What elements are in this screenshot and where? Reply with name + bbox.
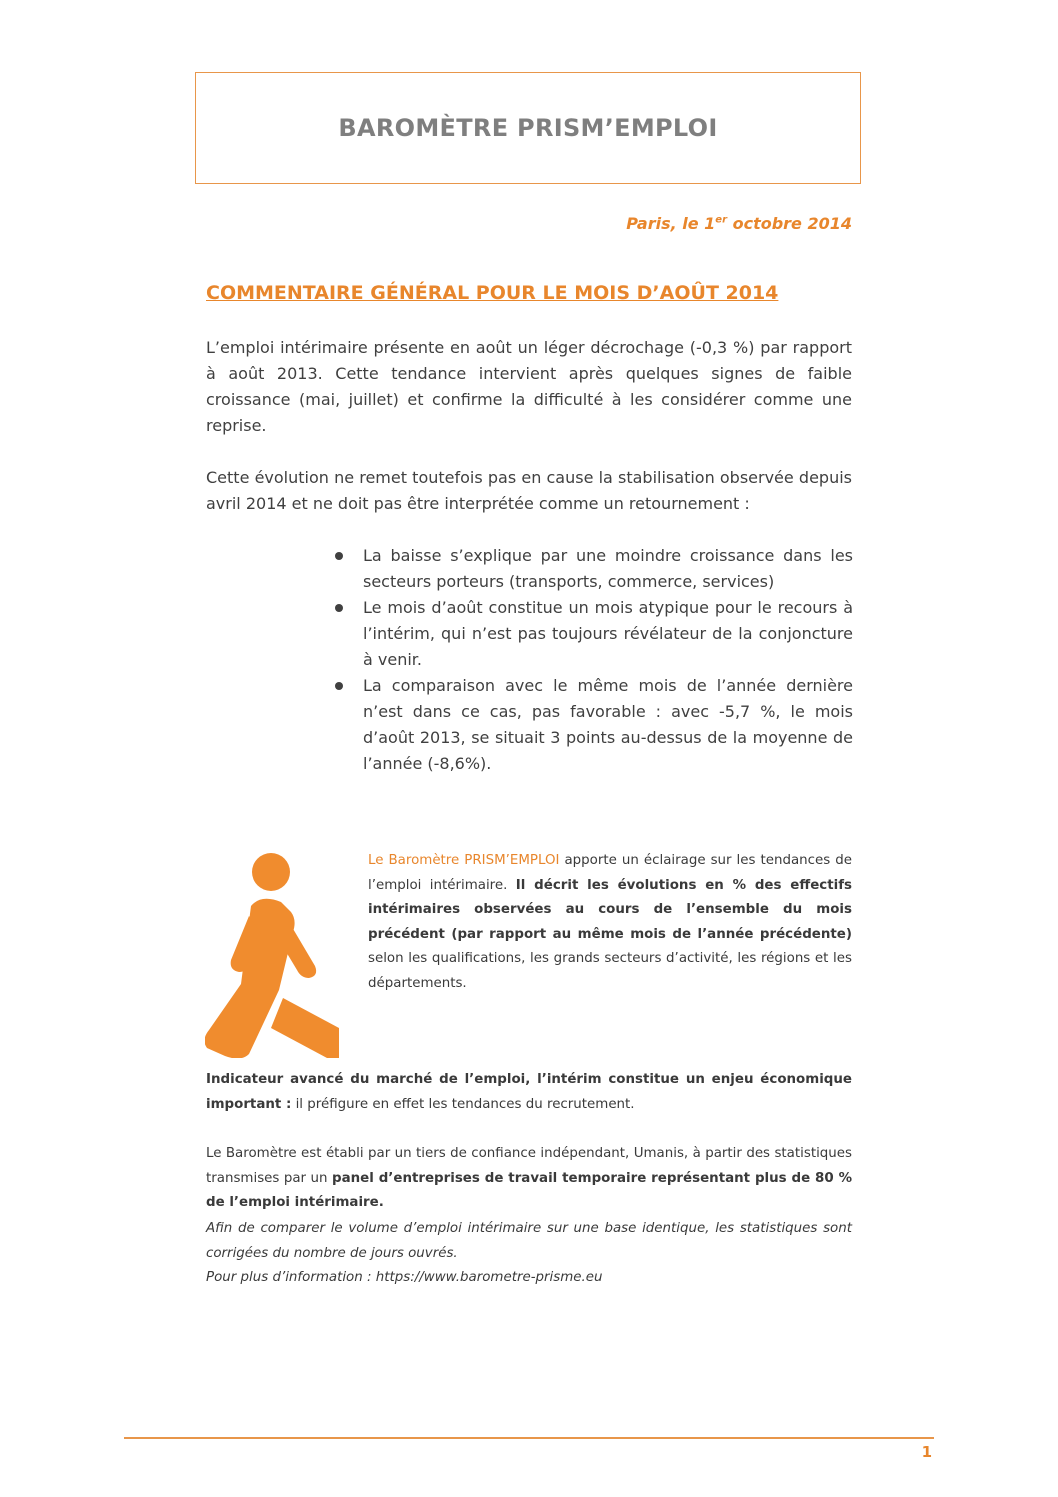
barometer-description — [368, 849, 852, 996]
footer-divider — [124, 1437, 934, 1439]
methodology-paragraph — [206, 1142, 852, 1216]
bullet-list — [325, 543, 853, 777]
title-box — [195, 72, 861, 184]
info-text-2: selon les qualifications, les grands secteurs d’activité, les régions et les départements. — [368, 951, 852, 991]
methodology-text: Le Baromètre est établi par un tiers de confiance indépendant, Umanis, à partir des statistiques transmises par un — [206, 1146, 852, 1186]
list-item-text: La baisse s’explique par une moindre croissance dans les secteurs porteurs (transports, commerce, services) — [363, 546, 853, 591]
dateline-superscript: er — [715, 214, 728, 226]
correction-note: Afin de comparer le volume d’emploi intérimaire sur une base identique, les statistiques sont corrigées du nombre de jours ouvrés. — [206, 1221, 852, 1261]
dateline — [500, 214, 852, 233]
walking-person-icon — [205, 848, 339, 1058]
list-item-text: Le mois d’août constitue un mois atypique pour le recours à l’intérim, qui n’est pas toujours révélateur de la conjoncture à venir. — [363, 598, 853, 669]
info-text-1: apporte un éclairage sur les tendances de l’emploi intérimaire. — [368, 853, 852, 893]
dateline-suffix: octobre 2014 — [727, 214, 852, 233]
list-item-text: La comparaison avec le même mois de l’année dernière n’est dans ce cas, pas favorable : avec -5,7 %, le mois d’août 2013, se situait 3 points au-dessus de la moyenne de l’année (-8,6%). — [363, 676, 853, 773]
bullet-icon — [335, 552, 343, 560]
list-item — [325, 595, 853, 673]
indicator-paragraph — [206, 1068, 852, 1117]
paragraph-intro: L’emploi intérimaire présente en août un léger décrochage (-0,3 %) par rapport à août 2013. Cette tendance intervient après quelques signes de faible croissance (mai, juillet) et confirme la difficulté à les considérer comme une reprise. — [206, 338, 852, 435]
barometer-brand: Le Baromètre PRISM’EMPLOI — [368, 853, 560, 868]
document-title: BAROMÈTRE PRISM’EMPLOI — [338, 114, 718, 142]
indicator-text: il préfigure en effet les tendances du recrutement. — [291, 1096, 635, 1112]
more-info-link[interactable]: Pour plus d’information : https://www.barometre-prisme.eu — [206, 1270, 603, 1285]
dateline-prefix: Paris, le 1 — [626, 214, 716, 233]
list-item — [325, 543, 853, 595]
section-heading: COMMENTAIRE GÉNÉRAL POUR LE MOIS D’AOÛT 2014 — [206, 282, 779, 304]
bullet-icon — [335, 604, 343, 612]
page-number: 1 — [921, 1443, 932, 1461]
paragraph-evolution: Cette évolution ne remet toutefois pas en cause la stabilisation observée depuis avril 2014 et ne doit pas être interprétée comme un retournement : — [206, 468, 852, 513]
info-bold: Il décrit les évolutions en % des effectifs intérimaires observées au cours de l’ensemble du mois précédent (par rapport au même mois de l’année précédente) — [368, 877, 852, 942]
list-item — [325, 673, 853, 777]
indicator-bold: Indicateur avancé du marché de l’emploi, l’intérim constitue un enjeu économique important : — [206, 1072, 852, 1112]
methodology-bold: panel d’entreprises de travail temporaire représentant plus de 80 % de l’emploi intérimaire. — [206, 1170, 852, 1210]
bullet-icon — [335, 682, 343, 690]
